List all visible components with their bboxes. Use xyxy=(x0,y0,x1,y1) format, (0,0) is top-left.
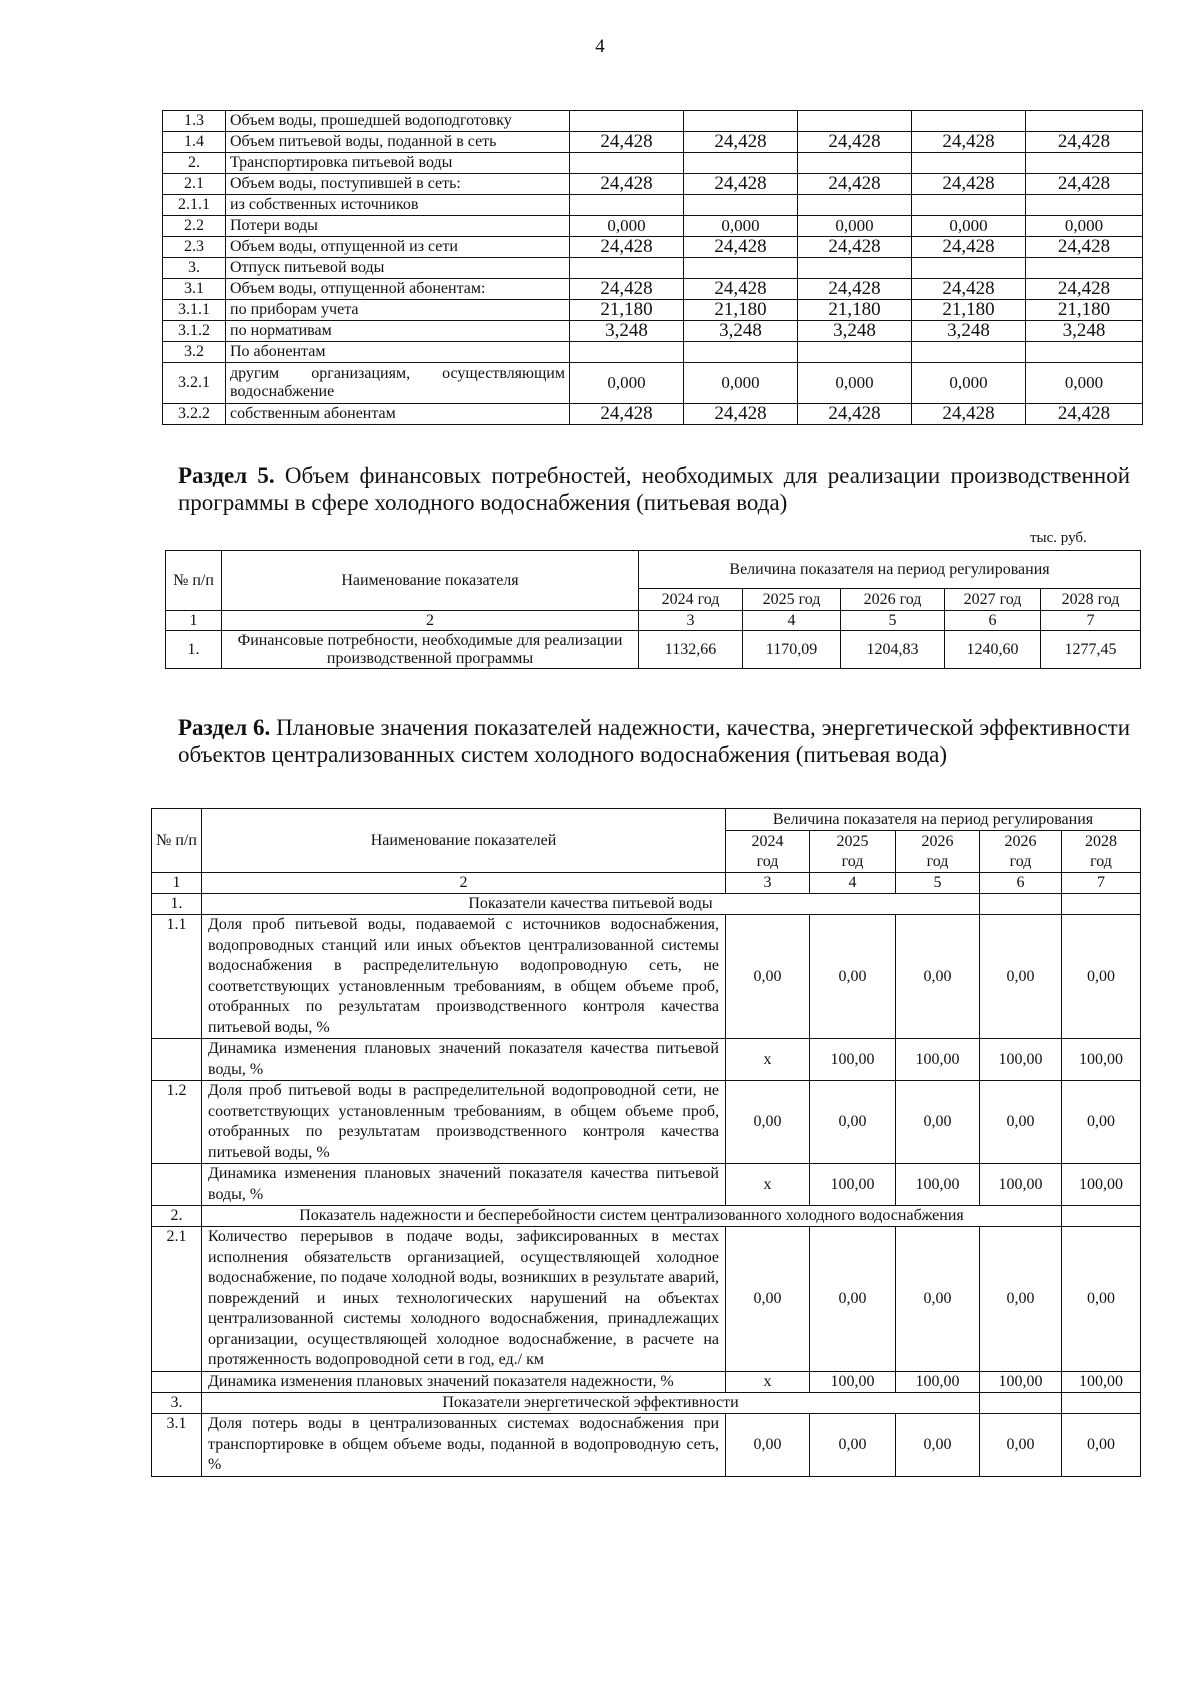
row-value xyxy=(798,195,912,216)
year-header: 2025 год xyxy=(743,589,841,611)
row-name: из собственных источников xyxy=(226,195,570,216)
table-row xyxy=(163,300,1143,321)
table-row xyxy=(163,153,1143,174)
row-number xyxy=(152,1039,202,1081)
row-value: 100,00 xyxy=(1062,1371,1141,1393)
table-row xyxy=(163,111,1143,132)
table-row xyxy=(163,321,1143,342)
row-value: 24,428 xyxy=(912,174,1026,195)
row-number: 2.1 xyxy=(152,1227,202,1372)
row-value: 0,00 xyxy=(726,1081,810,1164)
row-value: 24,428 xyxy=(570,174,684,195)
group-title: Показатели энергетической эффективности xyxy=(202,1393,980,1414)
row-value: 24,428 xyxy=(912,404,1026,425)
row-number: 3.1.2 xyxy=(163,321,226,342)
row-value xyxy=(1026,153,1143,174)
row-number: 3.1 xyxy=(163,279,226,300)
table-row xyxy=(163,342,1143,363)
row-value: 100,00 xyxy=(896,1371,980,1393)
row-value xyxy=(684,153,798,174)
section6-title-text: Плановые значения показателей надежности, качества, энергетической эффективности объектов централизованных систем холодного водоснабжения (питьевая вода) xyxy=(178,715,1131,767)
row-value: 1240,60 xyxy=(945,631,1041,669)
row-value xyxy=(912,111,1026,132)
row-value: 100,00 xyxy=(980,1039,1062,1081)
row-value: 100,00 xyxy=(1062,1039,1141,1081)
row-value: 0,00 xyxy=(810,915,896,1039)
row-value xyxy=(570,111,684,132)
row-value: 100,00 xyxy=(810,1039,896,1081)
row-value: 0,00 xyxy=(726,1227,810,1372)
row-value xyxy=(684,258,798,279)
row-value: 24,428 xyxy=(684,237,798,258)
table-row xyxy=(152,1227,1141,1372)
row-value: 24,428 xyxy=(684,404,798,425)
row-value: 0,00 xyxy=(810,1414,896,1477)
units-label: тыс. руб. xyxy=(1030,530,1087,546)
row-value xyxy=(798,258,912,279)
row-name: Объем воды, отпущенной из сети xyxy=(226,237,570,258)
group-row xyxy=(152,894,1141,915)
row-number: 2. xyxy=(163,153,226,174)
column-number: 7 xyxy=(1062,873,1141,894)
t3-header-period: Величина показателя на период регулирования xyxy=(726,809,1141,831)
row-value: 0,00 xyxy=(810,1227,896,1372)
row-name: Объем питьевой воды, поданной в сеть xyxy=(226,132,570,153)
row-number: 2.2 xyxy=(163,216,226,237)
row-number xyxy=(152,1164,202,1206)
page-number: 4 xyxy=(595,36,605,57)
year-header: 2026 год xyxy=(841,589,945,611)
t2-header-period: Величина показателя на период регулирования xyxy=(639,551,1141,589)
row-value: 24,428 xyxy=(570,132,684,153)
year-header xyxy=(896,831,980,873)
row-value: 21,180 xyxy=(912,300,1026,321)
row-value: 21,180 xyxy=(798,300,912,321)
row-value xyxy=(570,342,684,363)
column-number: 4 xyxy=(810,873,896,894)
year-header xyxy=(810,831,896,873)
year-suffix: год xyxy=(926,852,949,870)
row-number: 2.3 xyxy=(163,237,226,258)
row-value: 24,428 xyxy=(684,279,798,300)
year-header xyxy=(1062,831,1141,873)
row-value: 100,00 xyxy=(896,1164,980,1206)
row-value xyxy=(798,153,912,174)
section5-title-text: Объем финансовых потребностей, необходимых для реализации производственной программы в сфере холодного водоснабжения (питьевая вода) xyxy=(178,463,1131,515)
row-value: 24,428 xyxy=(1026,132,1143,153)
table-row xyxy=(163,279,1143,300)
year-header: 2027 год xyxy=(945,589,1041,611)
table-row xyxy=(163,237,1143,258)
row-value xyxy=(570,258,684,279)
row-value: 0,00 xyxy=(896,915,980,1039)
row-value: 24,428 xyxy=(1026,404,1143,425)
financial-needs-table xyxy=(165,550,1141,669)
table-row xyxy=(152,915,1141,1039)
row-value: 24,428 xyxy=(798,279,912,300)
row-number: 3.1 xyxy=(152,1414,202,1477)
table-row xyxy=(163,363,1143,404)
row-value: 3,248 xyxy=(912,321,1026,342)
row-name: Динамика изменения плановых значений показателя качества питьевой воды, % xyxy=(202,1039,726,1081)
year-value: 2025 xyxy=(836,832,869,850)
t3-header-name: Наименование показателей xyxy=(202,809,726,873)
table-row xyxy=(163,404,1143,425)
row-value: 24,428 xyxy=(1026,279,1143,300)
t3-header-num: № п/п xyxy=(152,809,202,873)
year-suffix: год xyxy=(756,852,779,870)
row-name: Доля проб питьевой воды, подаваемой с источников водоснабжения, водопроводных станций или иных объектов централизованной системы водоснабжения в распределительную водопроводную сеть, не соответствующих установленным требованиям, в общем объеме проб, отобранных по результатам производственного контроля качества питьевой воды, % xyxy=(202,915,726,1039)
column-number: 5 xyxy=(896,873,980,894)
row-value: x xyxy=(726,1164,810,1206)
row-value: 100,00 xyxy=(980,1164,1062,1206)
row-number: 1.2 xyxy=(152,1081,202,1164)
row-value: 0,00 xyxy=(896,1414,980,1477)
row-value: 0,00 xyxy=(896,1227,980,1372)
row-name: Доля потерь воды в централизованных системах водоснабжения при транспортировке в общем объеме воды, поданной в водопроводную сеть, % xyxy=(202,1414,726,1477)
t2-header-num: № п/п xyxy=(166,551,222,611)
row-value xyxy=(1026,111,1143,132)
row-value: 0,000 xyxy=(1026,363,1143,404)
row-name: Динамика изменения плановых значений показателя качества питьевой воды, % xyxy=(202,1164,726,1206)
table-row xyxy=(163,258,1143,279)
row-value: 100,00 xyxy=(980,1371,1062,1393)
row-value: 24,428 xyxy=(570,237,684,258)
group-empty-cell xyxy=(1062,1206,1141,1227)
row-value: 0,00 xyxy=(1062,915,1141,1039)
row-name: Динамика изменения плановых значений показателя надежности, % xyxy=(202,1371,726,1393)
row-value: 24,428 xyxy=(798,174,912,195)
row-value: 24,428 xyxy=(798,404,912,425)
row-value xyxy=(570,153,684,174)
table-row xyxy=(152,1164,1141,1206)
column-number: 2 xyxy=(222,611,639,631)
row-value xyxy=(684,195,798,216)
column-number: 1 xyxy=(152,873,202,894)
row-name: По абонентам xyxy=(226,342,570,363)
row-name: по приборам учета xyxy=(226,300,570,321)
row-value: 24,428 xyxy=(1026,237,1143,258)
section6-label: Раздел 6. xyxy=(178,715,271,740)
row-value: 24,428 xyxy=(912,132,1026,153)
group-number: 1. xyxy=(152,894,202,915)
row-value: 0,00 xyxy=(980,1227,1062,1372)
row-value xyxy=(1026,258,1143,279)
row-value xyxy=(912,153,1026,174)
row-name: Объем воды, поступившей в сеть: xyxy=(226,174,570,195)
year-header xyxy=(980,831,1062,873)
table-row xyxy=(163,174,1143,195)
row-name: Потери воды xyxy=(226,216,570,237)
table-row xyxy=(163,132,1143,153)
year-value: 2026 xyxy=(1004,832,1037,850)
group-row xyxy=(152,1206,1141,1227)
row-value: 0,00 xyxy=(980,915,1062,1039)
row-value xyxy=(684,111,798,132)
year-suffix: год xyxy=(841,852,864,870)
row-value xyxy=(798,111,912,132)
year-header xyxy=(726,831,810,873)
row-number: 1.3 xyxy=(163,111,226,132)
row-number: 1.1 xyxy=(152,915,202,1039)
row-value xyxy=(684,342,798,363)
year-value: 2024 xyxy=(751,832,784,850)
group-title: Показатели качества питьевой воды xyxy=(202,894,980,915)
group-number: 2. xyxy=(152,1206,202,1227)
year-header: 2028 год xyxy=(1041,589,1141,611)
row-number: 3.2.1 xyxy=(163,363,226,404)
row-number: 1. xyxy=(166,631,222,669)
column-number: 1 xyxy=(166,611,222,631)
section5-label: Раздел 5. xyxy=(178,463,275,488)
table-row xyxy=(163,216,1143,237)
row-value: 1277,45 xyxy=(1041,631,1141,669)
row-value: 24,428 xyxy=(684,132,798,153)
row-value: 0,00 xyxy=(896,1081,980,1164)
t2-header-name: Наименование показателя xyxy=(222,551,639,611)
row-name: Транспортировка питьевой воды xyxy=(226,153,570,174)
column-number: 5 xyxy=(841,611,945,631)
row-value: 3,248 xyxy=(684,321,798,342)
row-number: 3.2.2 xyxy=(163,404,226,425)
table-row xyxy=(152,1039,1141,1081)
table-row xyxy=(152,1414,1141,1477)
year-value: 2028 xyxy=(1085,832,1118,850)
row-value: 3,248 xyxy=(1026,321,1143,342)
row-value: 0,000 xyxy=(570,216,684,237)
row-value: x xyxy=(726,1039,810,1081)
table-row xyxy=(163,195,1143,216)
row-value: 24,428 xyxy=(798,237,912,258)
table-row xyxy=(166,631,1141,669)
column-number: 7 xyxy=(1041,611,1141,631)
row-number: 2.1.1 xyxy=(163,195,226,216)
row-value: 0,000 xyxy=(912,363,1026,404)
row-value: 1204,83 xyxy=(841,631,945,669)
row-name: Объем воды, отпущенной абонентам: xyxy=(226,279,570,300)
column-number: 6 xyxy=(980,873,1062,894)
row-value: 21,180 xyxy=(1026,300,1143,321)
column-number: 4 xyxy=(743,611,841,631)
section6-title xyxy=(178,714,1130,768)
row-value: 3,248 xyxy=(570,321,684,342)
column-number: 3 xyxy=(726,873,810,894)
row-value: 24,428 xyxy=(570,279,684,300)
row-value: 0,00 xyxy=(1062,1414,1141,1477)
row-value: 1132,66 xyxy=(639,631,743,669)
row-name: Количество перерывов в подаче воды, зафиксированных в местах исполнения обязательств организацией, осуществляющей холодное водоснабжение, по подаче холодной воды, возникших в результате аварий, повреждений и иных технологических нарушений на объектах централизованной системы холодного водоснабжения, принадлежащих организации, осуществляющей холодное водоснабжение, в расчете на протяженность водопроводной сети в год, ед./ км xyxy=(202,1227,726,1372)
column-number: 6 xyxy=(945,611,1041,631)
row-number: 3.2 xyxy=(163,342,226,363)
row-value: 3,248 xyxy=(798,321,912,342)
group-title: Показатель надежности и бесперебойности систем централизованного холодного водоснабжения xyxy=(202,1206,1062,1227)
row-value xyxy=(912,258,1026,279)
row-value: 100,00 xyxy=(896,1039,980,1081)
year-suffix: год xyxy=(1090,852,1112,870)
row-number: 1.4 xyxy=(163,132,226,153)
row-value: 24,428 xyxy=(684,174,798,195)
group-empty-cell xyxy=(1062,894,1141,915)
row-value: 100,00 xyxy=(1062,1164,1141,1206)
row-value: 0,000 xyxy=(684,363,798,404)
group-empty-cell xyxy=(1062,1393,1141,1414)
group-empty-cell xyxy=(980,1393,1062,1414)
row-value: 24,428 xyxy=(912,279,1026,300)
row-value xyxy=(1026,195,1143,216)
table-row xyxy=(152,1371,1141,1393)
row-name: по нормативам xyxy=(226,321,570,342)
row-name: Финансовые потребности, необходимые для реализации производственной программы xyxy=(222,631,639,669)
row-number: 3.1.1 xyxy=(163,300,226,321)
row-value xyxy=(570,195,684,216)
row-number xyxy=(152,1371,202,1393)
group-empty-cell xyxy=(980,894,1062,915)
row-name: Доля проб питьевой воды в распределительной водопроводной сети, не соответствующих установленным требованиям, в общем объеме проб, отобранных по результатам производственного контроля качества питьевой воды, % xyxy=(202,1081,726,1164)
year-header: 2024 год xyxy=(639,589,743,611)
row-value xyxy=(1026,342,1143,363)
row-value: 0,00 xyxy=(980,1081,1062,1164)
row-value: 24,428 xyxy=(570,404,684,425)
row-number: 2.1 xyxy=(163,174,226,195)
year-value: 2026 xyxy=(921,832,954,850)
section5-title xyxy=(178,462,1130,516)
row-value: 0,00 xyxy=(810,1081,896,1164)
row-value: 0,000 xyxy=(684,216,798,237)
row-value: x xyxy=(726,1371,810,1393)
column-number: 2 xyxy=(202,873,726,894)
water-balance-table xyxy=(162,110,1143,425)
row-value: 0,00 xyxy=(726,1414,810,1477)
row-name: Отпуск питьевой воды xyxy=(226,258,570,279)
column-number: 3 xyxy=(639,611,743,631)
row-value: 0,00 xyxy=(1062,1227,1141,1372)
row-value: 0,000 xyxy=(798,363,912,404)
group-number: 3. xyxy=(152,1393,202,1414)
row-value: 0,00 xyxy=(726,915,810,1039)
row-value xyxy=(912,342,1026,363)
row-value xyxy=(798,342,912,363)
group-row xyxy=(152,1393,1141,1414)
row-value: 24,428 xyxy=(912,237,1026,258)
row-value: 0,000 xyxy=(570,363,684,404)
indicators-table xyxy=(151,808,1141,1477)
row-value: 21,180 xyxy=(684,300,798,321)
row-value: 24,428 xyxy=(798,132,912,153)
row-value: 1170,09 xyxy=(743,631,841,669)
row-value: 24,428 xyxy=(1026,174,1143,195)
row-value: 0,00 xyxy=(1062,1081,1141,1164)
year-suffix: год xyxy=(1009,852,1032,870)
row-value: 0,000 xyxy=(1026,216,1143,237)
row-name: другим организациям, осуществляющим водоснабжение xyxy=(226,363,570,404)
row-value: 0,000 xyxy=(798,216,912,237)
row-name: Объем воды, прошедшей водоподготовку xyxy=(226,111,570,132)
row-name: собственным абонентам xyxy=(226,404,570,425)
row-value: 0,000 xyxy=(912,216,1026,237)
row-value xyxy=(912,195,1026,216)
row-value: 100,00 xyxy=(810,1164,896,1206)
row-number: 3. xyxy=(163,258,226,279)
table-row xyxy=(152,1081,1141,1164)
row-value: 0,00 xyxy=(980,1414,1062,1477)
row-value: 21,180 xyxy=(570,300,684,321)
row-value: 100,00 xyxy=(810,1371,896,1393)
